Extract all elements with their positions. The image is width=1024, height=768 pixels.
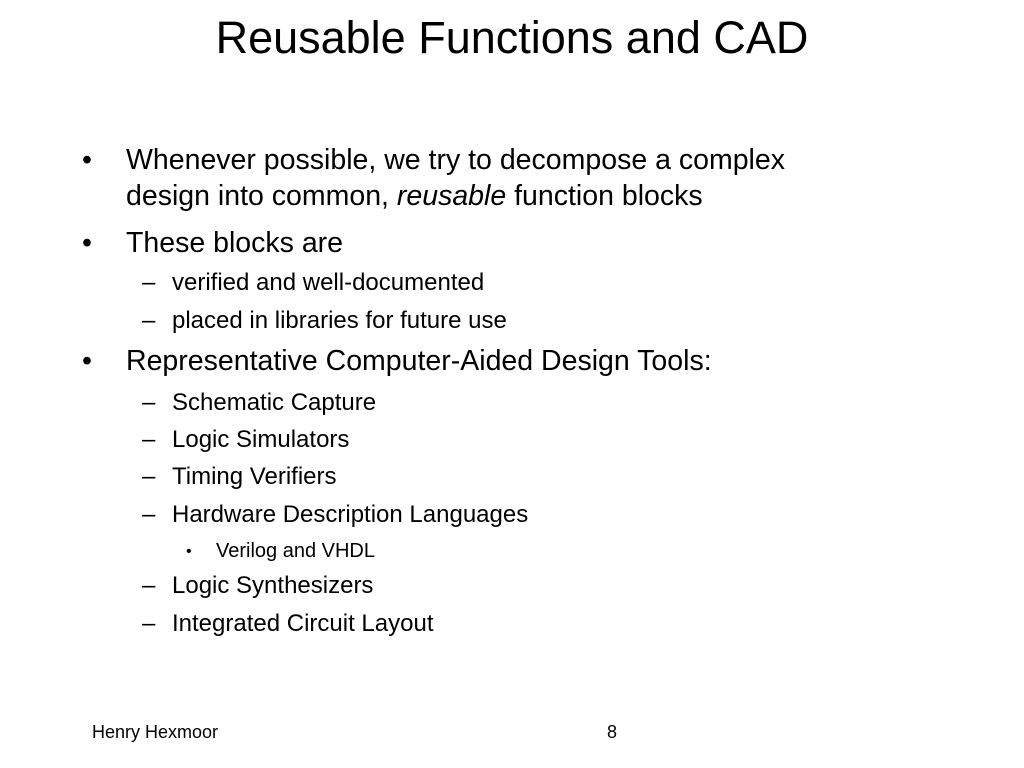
subitem-text: Integrated Circuit Layout (172, 610, 434, 637)
bullet-text (126, 142, 785, 214)
slide-title: Reusable Functions and CAD (215, 12, 809, 63)
subitem-text: Logic Synthesizers (172, 572, 374, 599)
footer-page-number: 8 (607, 722, 618, 742)
subitem-text: Hardware Description Languages (172, 501, 529, 528)
dash-marker: – (142, 610, 156, 637)
dash-marker: – (142, 572, 156, 599)
bullet-marker: • (82, 227, 92, 259)
emphasis-reusable: reusable (396, 180, 507, 212)
dash-marker: – (142, 463, 156, 490)
dash-marker: – (142, 501, 156, 528)
dash-marker: – (142, 269, 156, 296)
dash-marker: – (142, 307, 156, 334)
subitem-text: Logic Simulators (172, 426, 350, 453)
bullet-marker: • (186, 543, 192, 560)
bullet-line-2-post: function blocks (506, 180, 703, 212)
subsubitem-text: Verilog and VHDL (216, 540, 375, 562)
dash-marker: – (142, 426, 156, 453)
subitem-text: Schematic Capture (172, 389, 377, 416)
bullet-text: These blocks are (126, 227, 344, 259)
bullet-marker: • (82, 144, 92, 176)
bullet-text: Representative Computer-Aided Design Tools: (126, 345, 712, 377)
bullet-line-1: Whenever possible, we try to decompose a complex (126, 144, 785, 176)
subitem-text: verified and well-documented (172, 269, 485, 296)
subitem-text: placed in libraries for future use (172, 307, 507, 334)
subitem-text: Timing Verifiers (172, 463, 337, 490)
footer-author: Henry Hexmoor (92, 722, 219, 742)
bullet-marker: • (82, 345, 92, 377)
bullet-line-2-pre: design into common, (126, 180, 397, 212)
dash-marker: – (142, 389, 156, 416)
